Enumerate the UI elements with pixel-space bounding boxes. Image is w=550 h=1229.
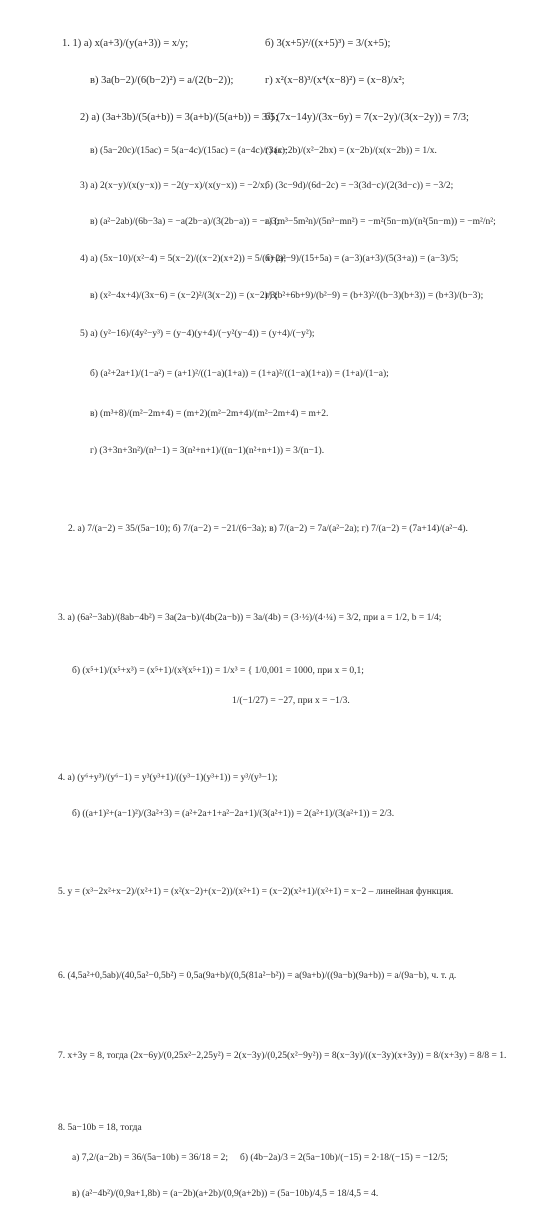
ex1-2g: г) (x−2b)/(x²−2bx) = (x−2b)/(x(x−2b)) = 1/x. xyxy=(265,146,437,156)
ex1-4a: 4) а) (5x−10)/(x²−4) = 5(x−2)/((x−2)(x+2)) = 5/(x+2); xyxy=(80,254,287,264)
ex3a: 3. а) (6a²−3ab)/(8ab−4b²) = 3a(2a−b)/(4b(2a−b)) = 3a/(4b) = (3·½)/(4·¼) = 3/2, при a = 1/2, b = 1/4; xyxy=(58,613,442,623)
ex1-4b: б) (a²−9)/(15+5a) = (a−3)(a+3)/(5(3+a)) = (a−3)/5; xyxy=(265,254,459,264)
ex2: 2. а) 7/(a−2) = 35/(5a−10); б) 7/(a−2) = −21/(6−3a); в) 7/(a−2) = 7a/(a²−2a); г) 7/(a−2) = (7a+14)/(a²−4). xyxy=(68,524,468,534)
ex1-4v: в) (x²−4x+4)/(3x−6) = (x−2)²/(3(x−2)) = (x−2)/3; xyxy=(90,291,278,301)
ex1-5v: в) (m³+8)/(m²−2m+4) = (m+2)(m²−2m+4)/(m²−2m+4) = m+2. xyxy=(90,409,329,419)
ex1-4g: г) (b²+6b+9)/(b²−9) = (b+3)²/((b−3)(b+3)) = (b+3)/(b−3); xyxy=(265,291,484,301)
ex4a: 4. а) (y⁶+y³)/(y⁶−1) = y³(y³+1)/((y³−1)(y³+1)) = y³/(y³−1); xyxy=(58,773,278,783)
ex8a: а) 7,2/(a−2b) = 36/(5a−10b) = 36/18 = 2; xyxy=(72,1153,229,1163)
ex8b: б) (4b−2a)/3 = 2(5a−10b)/(−15) = 2·18/(−15) = −12/5; xyxy=(240,1153,448,1163)
ex1-2v: в) (5a−20c)/(15ac) = 5(a−4c)/(15ac) = (a−4c)/(3ac); xyxy=(90,146,288,156)
ex1-3v: в) (a²−2ab)/(6b−3a) = −a(2b−a)/(3(2b−a)) = −a/3; xyxy=(90,217,280,227)
ex1-2a: 2) а) (3a+3b)/(5(a+b)) = 3(a+b)/(5(a+b)) = 3/5; xyxy=(80,112,279,123)
ex1-2b: б) (7x−14y)/(3x−6y) = 7(x−2y)/(3(x−2y)) = 7/3; xyxy=(265,112,469,123)
ex1-1a: 1. 1) а) x(a+3)/(y(a+3)) = x/y; xyxy=(62,38,189,49)
ex1-3b: б) (3c−9d)/(6d−2c) = −3(3d−c)/(2(3d−c)) = −3/2; xyxy=(265,181,454,191)
ex1-1g: г) x²(x−8)³/(x⁴(x−8)²) = (x−8)/x²; xyxy=(265,75,405,86)
ex6: 6. (4,5a²+0,5ab)/(40,5a²−0,5b²) = 0,5a(9a+b)/(0,5(81a²−b²)) = a(9a+b)/((9a−b)(9a+b)) = a/(9a−b), ч. т. д. xyxy=(58,971,457,981)
ex8-head: 8. 5a−10b = 18, тогда xyxy=(58,1123,142,1133)
ex4b: б) ((a+1)²+(a−1)²)/(3a²+3) = (a²+2a+1+a²−2a+1)/(3(a²+1)) = 2(a²+1)/(3(a²+1)) = 2/3. xyxy=(72,809,395,819)
ex1-5g: г) (3+3n+3n²)/(n³−1) = 3(n²+n+1)/((n−1)(n²+n+1)) = 3/(n−1). xyxy=(90,446,325,456)
ex1-3g: г) (m³−5m²n)/(5n³−mn²) = −m²(5n−m)/(n²(5n−m)) = −m²/n²; xyxy=(265,217,496,227)
ex1-5a: 5) а) (y²−16)/(4y²−y³) = (y−4)(y+4)/(−y²(y−4)) = (y+4)/(−y²); xyxy=(80,329,315,339)
ex3b-cont: 1/(−1/27) = −27, при x = −1/3. xyxy=(232,696,350,706)
ex1-1v: в) 3a(b−2)/(6(b−2)²) = a/(2(b−2)); xyxy=(90,75,234,86)
ex1-5b: б) (a²+2a+1)/(1−a²) = (a+1)²/((1−a)(1+a)) = (1+a)²/((1−a)(1+a)) = (1+a)/(1−a); xyxy=(90,369,389,379)
ex7: 7. x+3y = 8, тогда (2x−6y)/(0,25x²−2,25y²) = 2(x−3y)/(0,25(x²−9y²)) = 8(x−3y)/((x−3y)(x+3y)) = 8/(x+3y) = 8/8 = 1. xyxy=(58,1051,507,1061)
ex1-3a: 3) а) 2(x−y)/(x(y−x)) = −2(y−x)/(x(y−x)) = −2/x; xyxy=(80,181,268,191)
ex8v: в) (a²−4b²)/(0,9a+1,8b) = (a−2b)(a+2b)/(0,9(a+2b)) = (5a−10b)/4,5 = 18/4,5 = 4. xyxy=(72,1189,379,1199)
ex3b: б) (x⁵+1)/(x⁵+x³) = (x⁵+1)/(x³(x⁵+1)) = 1/x³ = { 1/0,001 = 1000, при x = 0,1; xyxy=(72,666,364,676)
ex1-1b: б) 3(x+5)²/((x+5)³) = 3/(x+5); xyxy=(265,38,391,49)
ex5: 5. y = (x³−2x²+x−2)/(x²+1) = (x²(x−2)+(x−2))/(x²+1) = (x−2)(x²+1)/(x²+1) = x−2 – линейная функция. xyxy=(58,887,454,897)
